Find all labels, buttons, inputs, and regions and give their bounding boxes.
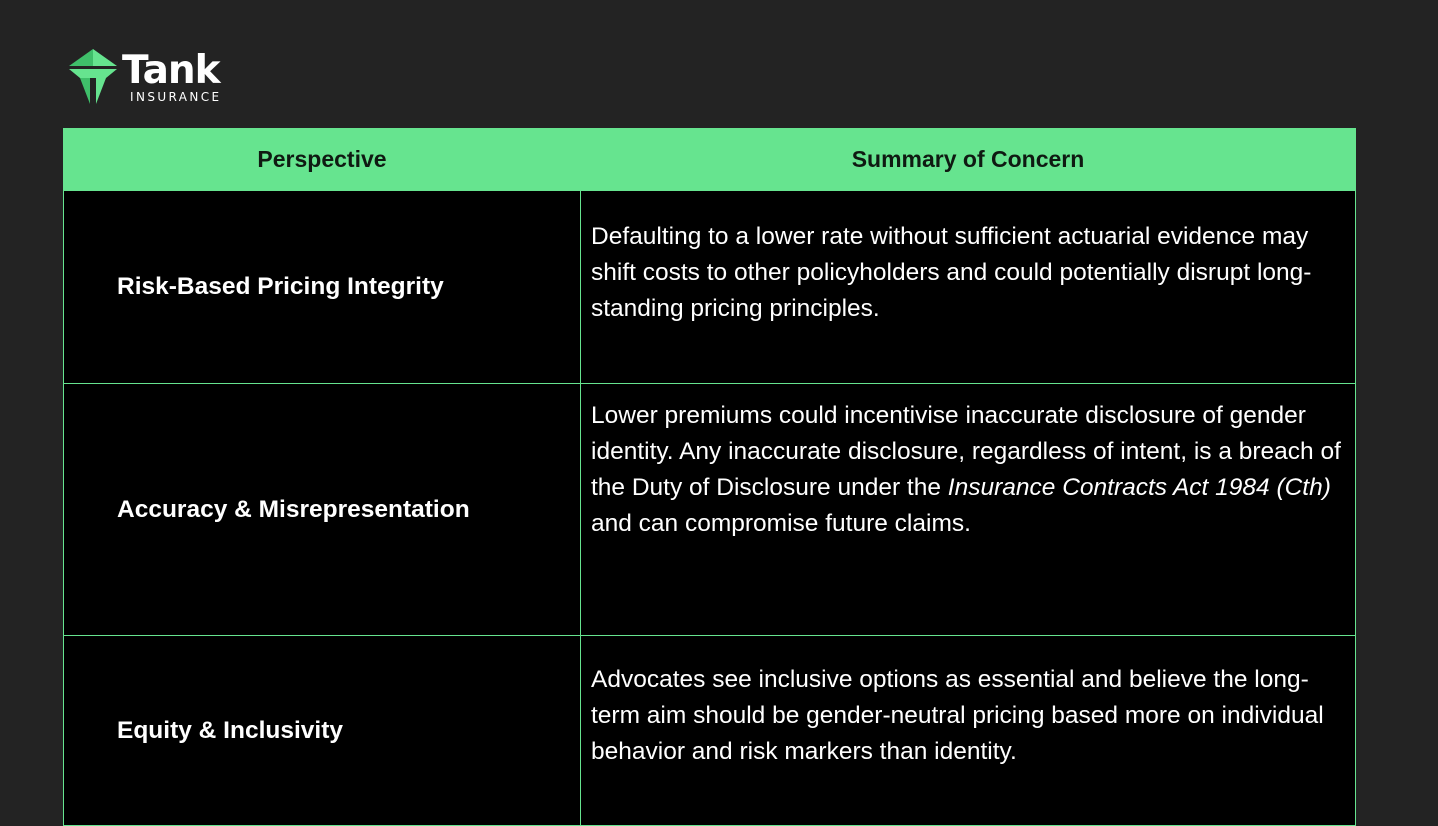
brand-subtitle: INSURANCE xyxy=(130,90,222,104)
header-summary: Summary of Concern xyxy=(581,129,1356,191)
summary-cell: Advocates see inclusive options as essential and believe the long-term aim should be gender-neutral pricing based more on individual behavior and risk markers than identity. xyxy=(581,636,1356,826)
summary-cell: Defaulting to a lower rate without sufficient actuarial evidence may shift costs to other policyholders and could potentially disrupt long-standing pricing principles. xyxy=(581,191,1356,384)
table-row xyxy=(64,191,1356,384)
summary-text: Lower premiums could incentivise inaccurate disclosure of gender identity. Any inaccurate disclosure, regardless of intent, is a breach of the Duty of Disclosure under the xyxy=(591,402,1341,501)
perspective-cell: Equity & Inclusivity xyxy=(64,636,581,826)
table-row xyxy=(64,636,1356,826)
concerns-table xyxy=(63,128,1356,826)
tank-shield-icon xyxy=(68,48,118,106)
table-row xyxy=(64,384,1356,636)
brand-logo xyxy=(68,48,222,106)
table-header-row xyxy=(64,129,1356,191)
brand-name: Tank xyxy=(122,48,220,93)
perspective-cell: Accuracy & Misrepresentation xyxy=(64,384,581,636)
header-perspective: Perspective xyxy=(64,129,581,191)
act-citation: Insurance Contracts Act 1984 (Cth) xyxy=(947,474,1331,501)
summary-text: and can compromise future claims. xyxy=(591,510,971,537)
perspective-cell: Risk-Based Pricing Integrity xyxy=(64,191,581,384)
summary-cell xyxy=(581,384,1356,636)
